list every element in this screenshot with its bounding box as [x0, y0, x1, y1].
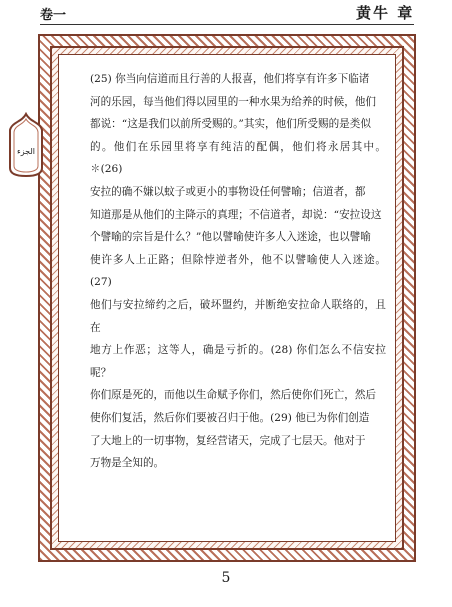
- running-header-volume: 卷一: [40, 8, 67, 23]
- running-header-chapter: 黄牛 章: [356, 4, 415, 22]
- text-line: 都说：“这是我们以前所受赐的。”其实，他们所受赐的是类似: [90, 118, 371, 131]
- text-line: 的。他们在乐园里将享有纯洁的配偶，他们将永居其中。✽(26): [90, 140, 386, 176]
- text-line: 地方上作恶；这等人，确是亏折的。(28) 你们怎么不信安拉呢？: [90, 344, 386, 379]
- text-line: (25) 你当向信道而且行善的人报喜，他们将享有许多下临诸: [90, 73, 370, 85]
- text-line: 河的乐园，每当他们得以园里的一种水果为给养的时候，他们: [90, 95, 377, 108]
- header-rule: [40, 24, 414, 25]
- verse-body-text: [90, 68, 386, 475]
- text-line: 使许多人上正路；但除悖逆者外，他不以譬喻使人入迷途。(27): [90, 253, 386, 289]
- juz-marker-label: الجزء: [17, 147, 35, 156]
- text-line: 知道那是从他们的主降示的真理；不信道者，却说：“安拉设这: [90, 208, 382, 221]
- text-line: 使你们复活，然后你们要被召归于他。(29) 他已为你们创造: [90, 411, 370, 424]
- text-line: 万物是全知的。: [90, 457, 165, 470]
- text-line: 他们与安拉缔约之后，破坏盟约，并断绝安拉命人联络的，且在: [90, 298, 386, 334]
- juz-marker-medallion: [6, 112, 46, 178]
- text-line: 你们原是死的，而他以生命赋予你们，然后使你们死亡，然后: [90, 389, 377, 402]
- text-line: 安拉的确不嫌以蚊子或更小的事物设任何譬喻；信道者，都: [90, 185, 366, 198]
- text-line: 了大地上的一切事物，复经营诸天，完成了七层天。他对于: [90, 434, 366, 447]
- text-line: 个譬喻的宗旨是什么？”他以譬喻使许多人入迷途，也以譬喻: [90, 231, 371, 244]
- page-number: 5: [221, 570, 231, 586]
